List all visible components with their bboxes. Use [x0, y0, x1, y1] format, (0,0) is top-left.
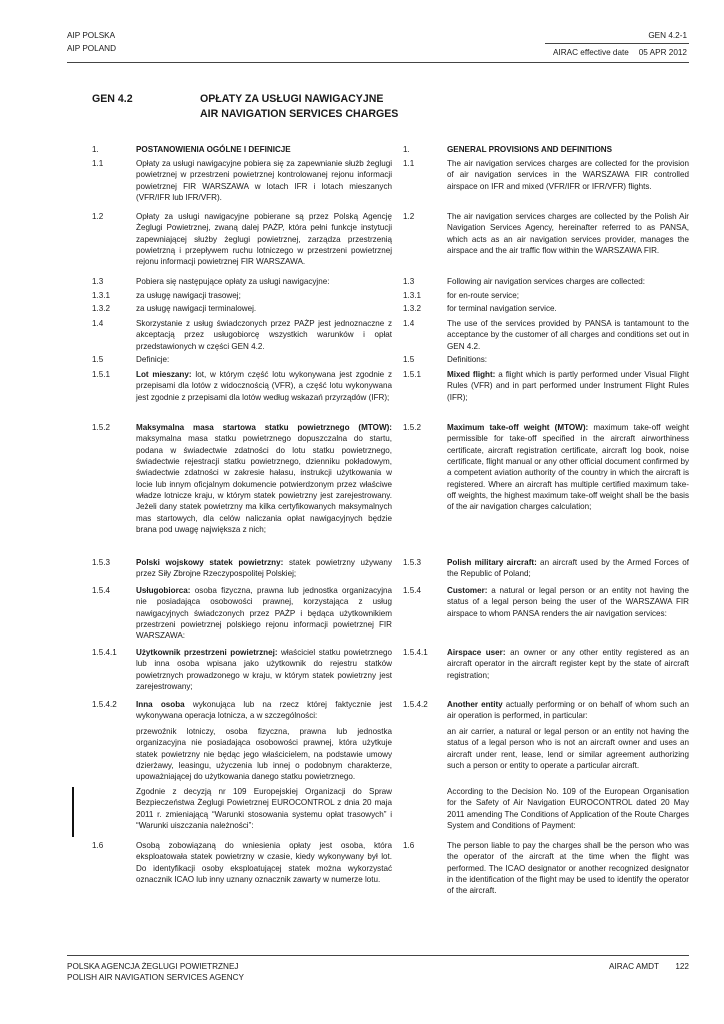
paragraph-text: [136, 647, 392, 692]
header-rule: [67, 62, 689, 63]
body-text: osoba fizyczna, prawna lub jednostka organizacyjna nie posiadająca osobowości prawnej, korzystająca z usług nawigacyjnych świadczonych przez PAŻP i będąca użytkownikiem przestrzeni powietrznej polskiego rejonu informacji powietrznej FIR WARSZAWA:: [136, 586, 392, 641]
body-text: an owner or any other entity registered as an aircraft operator in the aircraft register kept by the state of aircraft registration;: [447, 648, 689, 680]
paragraph-number: 1.5.4: [403, 586, 422, 595]
paragraph-number: 1.5: [403, 355, 415, 364]
header-effective-label: AIRAC effective date: [553, 48, 629, 57]
paragraph-number: 1.1: [92, 159, 104, 168]
body-text: Zgodnie z decyzją nr 109 Europejskiej Organizacji do Spraw Bezpieczeństwa Żeglugi Powietrznej EUROCONTROL z dnia 20 maja 2011 r. zmieniającą “Warunki stosowania systemu opłat trasowych” i “Warunki uiszczania należności”:: [136, 787, 392, 831]
body-text: Definitions:: [447, 355, 488, 364]
paragraph-number: [92, 726, 136, 783]
body-text: The person liable to pay the charges shall be the person who was the operator of the aircraft at the time when the flight was performed. The ICAO designator or another recognized designator in the identification of the flight may be used to identify the operator of the aircraft.: [447, 841, 689, 896]
paragraph-text: [447, 303, 689, 314]
header-effective-date: 05 APR 2012: [638, 48, 687, 57]
footer-rule: [67, 955, 689, 956]
paragraph-text: [447, 647, 689, 681]
paragraph: [403, 211, 689, 256]
bold-term: Another entity: [447, 700, 503, 709]
paragraph-text: [136, 585, 392, 642]
section-number: GEN 4.2: [92, 93, 133, 105]
paragraph: [92, 318, 392, 352]
paragraph-text: [136, 318, 392, 352]
paragraph-text: [136, 557, 392, 580]
paragraph-text: [136, 422, 392, 535]
paragraph-number: 1.: [403, 145, 410, 154]
paragraph-text: [447, 290, 689, 301]
paragraph-text: [447, 726, 689, 771]
paragraph-number: 1.1: [403, 159, 415, 168]
paragraph-text: [447, 158, 689, 192]
paragraph-text: [447, 786, 689, 831]
paragraph-number: 1.6: [403, 841, 415, 850]
paragraph-number: [403, 726, 447, 771]
paragraph: [92, 158, 392, 203]
body-text: According to the Decision No. 109 of the European Organisation for the Safety of Air Navigation EUROCONTROL dated 20 May 2011 amending The Conditions of Application of the Route Charges System and Conditions of Payment:: [447, 787, 689, 831]
paragraph: [92, 422, 392, 535]
body-text: Skorzystanie z usług świadczonych przez PAŻP jest jednoznaczne z akceptacją przez usługobiorcę wszystkich warunków i opłat przedstawionych w części GEN 4.2.: [136, 319, 392, 351]
paragraph: [92, 647, 392, 692]
paragraph-text: [136, 276, 392, 287]
paragraph-number: 1.5.1: [403, 370, 422, 379]
body-text: for en-route service;: [447, 291, 519, 300]
paragraph-text: [447, 144, 689, 155]
change-bar: [72, 787, 74, 837]
paragraph-text: [136, 354, 392, 365]
paragraph-text: [136, 726, 392, 783]
body-text: Opłaty za usługi nawigacyjne pobiera się za zapewnianie służb żeglugi powietrznej w przestrzeni powietrznej kontrolowanej rejonu informacji powietrznej FIR WARSZAWA w lotach IFR i lotach mieszanych (VFR/IFR lub IFR/VFR).: [136, 159, 392, 203]
paragraph-number: 1.5.4.2: [403, 700, 428, 709]
paragraph-text: [447, 422, 689, 513]
paragraph-number: 1.5: [92, 355, 104, 364]
bold-term: Maksymalna masa startowa statku powietrznego (MTOW):: [136, 423, 392, 432]
paragraph-text: [136, 786, 392, 831]
paragraph-text: [447, 840, 689, 897]
body-text: for terminal navigation service.: [447, 304, 557, 313]
footer-amdt-label: AIRAC AMDT: [609, 962, 660, 971]
paragraph: [92, 699, 392, 722]
paragraph: [403, 840, 689, 897]
body-text: Pobiera się następujące opłaty za usługi nawigacyjne:: [136, 277, 330, 286]
paragraph-number: 1.5.2: [403, 423, 422, 432]
paragraph-text: [136, 303, 392, 314]
paragraph: [92, 786, 392, 831]
paragraph: [403, 557, 689, 580]
paragraph: [403, 726, 689, 771]
body-text: Following air navigation services charges are collected:: [447, 277, 645, 286]
bold-term: Usługobiorca:: [136, 586, 191, 595]
footer-agency-pl: POLSKA AGENCJA ŻEGLUGI POWIETRZNEJ: [67, 962, 239, 971]
paragraph-number: 1.3.1: [403, 291, 422, 300]
body-text: statek powietrzny używany przez Siły Zbrojne Rzeczypospolitej Polskiej;: [136, 558, 392, 579]
paragraph: [403, 369, 689, 403]
body-text: przewoźnik lotniczy, osoba fizyczna, prawna lub jednostka organizacyjna nie posiadająca osobowości prawnej, która użytkuje statek powietrzny nie będąc jego właścicielem, na podstawie umowy dzierżawy, leasingu, użyczenia lub innej o podobnym charakterze, upoważniającej do użytkowania danego statku powietrznego.: [136, 727, 392, 782]
bold-term: Maximum take-off weight (MTOW):: [447, 423, 589, 432]
body-text: Definicje:: [136, 355, 170, 364]
paragraph: [92, 840, 392, 885]
body-text: lot, w którym część lotu wykonywana jest zgodnie z przepisami dla lotów z widocznością (VFR), a część lotu wykonywana jest zgodnie z przepisami dla lotów według wskazań przyrządów (IFR);: [136, 370, 392, 402]
paragraph: [92, 354, 392, 365]
paragraph: [92, 303, 392, 314]
paragraph-number: 1.: [92, 145, 99, 154]
body-text: właściciel statku powietrznego lub inna osoba wpisana jako użytkownik do rejestru statków powietrznych prowadzonego w kraju, w którym statek powietrzny jest zarejestrowany;: [136, 648, 392, 692]
paragraph: [92, 369, 392, 403]
body-text: The air navigation services charges are collected by the Polish Air Navigation Services Agency, hereinafter referred to as PANSA, which acts as an air navigation services provider, manages the airspace and the air traffic flow within the WARSZAWA FIR.: [447, 212, 689, 256]
paragraph-number: [92, 786, 136, 831]
paragraph: [403, 422, 689, 513]
paragraph: [403, 647, 689, 681]
paragraph-number: 1.5.4.1: [92, 648, 117, 657]
paragraph-text: [447, 369, 689, 403]
paragraph-text: [447, 585, 689, 619]
body-text: The air navigation services charges are collected for the provision of air navigation services in the WARSZAWA FIR controlled airspace on IFR and mixed (VFR/IFR or IFR/VFR) flights.: [447, 159, 689, 191]
paragraph: [403, 786, 689, 831]
paragraph: [403, 318, 689, 352]
body-text: Osobą zobowiązaną do wniesienia opłaty jest osoba, która eksploatowała statek powietrzny w czasie, kiedy wykonywany był lot. Do identyfikacji osoby eksploatującej statek można wykorzystać oznacznik ICAO lub inny uznany oznacznik zawarty w numerze lotu.: [136, 841, 392, 885]
paragraph-text: [136, 144, 392, 155]
bold-term: Inna osoba: [136, 700, 185, 709]
paragraph-number: 1.5.4.1: [403, 648, 428, 657]
paragraph: [92, 726, 392, 783]
paragraph-number: 1.5.3: [403, 558, 422, 567]
paragraph: [92, 585, 392, 642]
paragraph-number: 1.5.2: [92, 423, 111, 432]
paragraph-number: 1.4: [92, 319, 104, 328]
paragraph-number: 1.3: [403, 277, 415, 286]
paragraph-text: [136, 699, 392, 722]
bold-term: Użytkownik przestrzeni powietrznej:: [136, 648, 278, 657]
title-english: AIR NAVIGATION SERVICES CHARGES: [200, 108, 399, 120]
bold-term: POSTANOWIENIA OGÓLNE I DEFINICJE: [136, 145, 291, 154]
body-text: maksymalna masa statku powietrznego dopuszczalna do startu, podana w świadectwie zdatności do lotu statku powietrznego, świadectwie rejestracji statku powietrznego, dzienniku pokładowym, świadectwie zdatności w zakresie hałasu, instrukcji użytkowania w locie lub innym oficjalnym dokumencie potwierdzonym przez właściwe władze lotnicze kraju, w którym statek powietrzny jest zarejestrowany. Jeżeli dany statek powietrzny ma kilka certyfikowanych maksymalnych mas startowych, dla celów naliczania opłat nawigacyjnych będzie brana pod uwagę największa z nich;: [136, 434, 392, 535]
paragraph-number: 1.5.4: [92, 586, 111, 595]
body-text: a flight which is partly performed under Visual Flight Rules (VFR) and in part performed under Instrument Flight Rules (IFR);: [447, 370, 689, 402]
paragraph: [92, 144, 392, 155]
paragraph-text: [136, 840, 392, 885]
paragraph-number: 1.3.2: [403, 304, 422, 313]
paragraph: [403, 290, 689, 301]
paragraph: [403, 585, 689, 619]
paragraph-text: [136, 290, 392, 301]
paragraph-text: [447, 276, 689, 287]
paragraph: [403, 276, 689, 287]
body-text: an aircraft used by the Armed Forces of the Republic of Poland;: [447, 558, 689, 579]
paragraph-number: 1.5.3: [92, 558, 111, 567]
paragraph-number: 1.4: [403, 319, 415, 328]
paragraph-text: [447, 557, 689, 580]
paragraph: [92, 557, 392, 580]
paragraph-text: [136, 158, 392, 203]
bold-term: Lot mieszany:: [136, 370, 192, 379]
body-text: Opłaty za usługi nawigacyjne pobierane są przez Polską Agencję Żeglugi Powietrznej, zwaną dalej PAŻP, która pełni funkcje instytucji zapewniającej służby żeglugi powietrznej, zarządza przestrzenią powietrzną i przepływem ruchu lotniczego w przestrzeni powietrznej rejonu informacji powietrznej FIR WARSZAWA.: [136, 212, 392, 267]
body-text: actually performing or on behalf of whom such an air operation is performed, in particular:: [447, 700, 690, 721]
header-aip-poland: AIP POLAND: [67, 44, 116, 53]
paragraph-text: [447, 318, 689, 352]
body-text: za usługę nawigacji terminalowej.: [136, 304, 257, 313]
paragraph: [92, 276, 392, 287]
body-text: The use of the services provided by PANSA is tantamount to the acceptance by the customer of all charges and conditions set out in GEN 4.2.: [447, 319, 689, 351]
paragraph: [403, 354, 689, 365]
paragraph: [403, 303, 689, 314]
paragraph-number: 1.2: [403, 212, 415, 221]
paragraph-number: 1.6: [92, 841, 104, 850]
body-text: a natural or legal person or an entity not having the status of a legal person being the user of the WARSZAWA FIR airspace to whom PANSA renders the air navigation services:: [447, 586, 689, 618]
paragraph: [403, 158, 689, 192]
paragraph-text: [136, 369, 392, 403]
paragraph: [403, 699, 689, 722]
paragraph: [92, 290, 392, 301]
paragraph-number: 1.3: [92, 277, 104, 286]
bold-term: Customer:: [447, 586, 488, 595]
paragraph-text: [447, 211, 689, 256]
bold-term: Polski wojskowy statek powietrzny:: [136, 558, 284, 567]
body-text: maximum take-off weight permissible for take-off specified in the aircraft airworthiness certificate, aircraft registration certificate, aircraft log book, noise certificate, flight manual or any other official document confirmed by a competent aviation authority of the country in which the aircraft is registered. Where an aircraft has multiple certified maximum take-off weights, the highest maximum take-off weight shall be the basis of the air navigation charges calculation;: [447, 423, 689, 512]
body-text: an air carrier, a natural or legal person or an entity not having the status of a legal person who is not an aircraft owner and uses an aircraft under rent, lease, lend or similar agreement authorizing such a person or entity to operate a particular aircraft.: [447, 727, 689, 771]
paragraph: [403, 144, 689, 155]
paragraph-number: 1.5.1: [92, 370, 111, 379]
paragraph-number: 1.3.1: [92, 291, 111, 300]
paragraph-number: 1.3.2: [92, 304, 111, 313]
paragraph-text: [447, 354, 689, 365]
paragraph-number: 1.2: [92, 212, 104, 221]
header-page-id: GEN 4.2-1: [648, 31, 687, 40]
bold-term: Airspace user:: [447, 648, 506, 657]
bold-term: Polish military aircraft:: [447, 558, 537, 567]
paragraph-number: 1.5.4.2: [92, 700, 117, 709]
bold-term: GENERAL PROVISIONS AND DEFINITIONS: [447, 145, 613, 154]
title-polish: OPŁATY ZA USŁUGI NAWIGACYJNE: [200, 93, 384, 105]
footer-agency-en: POLISH AIR NAVIGATION SERVICES AGENCY: [67, 973, 244, 982]
paragraph: [92, 211, 392, 268]
footer-amdt-number: 122: [675, 962, 689, 971]
bold-term: Mixed flight:: [447, 370, 496, 379]
header-rule-upper: [545, 43, 689, 44]
paragraph-text: [136, 211, 392, 268]
body-text: za usługę nawigacji trasowej;: [136, 291, 241, 300]
header-aip-polska: AIP POLSKA: [67, 31, 116, 40]
body-text: wykonująca lub na rzecz której faktycznie jest wykonywana operacja lotnicza, a w szczególności:: [136, 700, 392, 721]
paragraph-number: [403, 786, 447, 831]
paragraph-text: [447, 699, 689, 722]
